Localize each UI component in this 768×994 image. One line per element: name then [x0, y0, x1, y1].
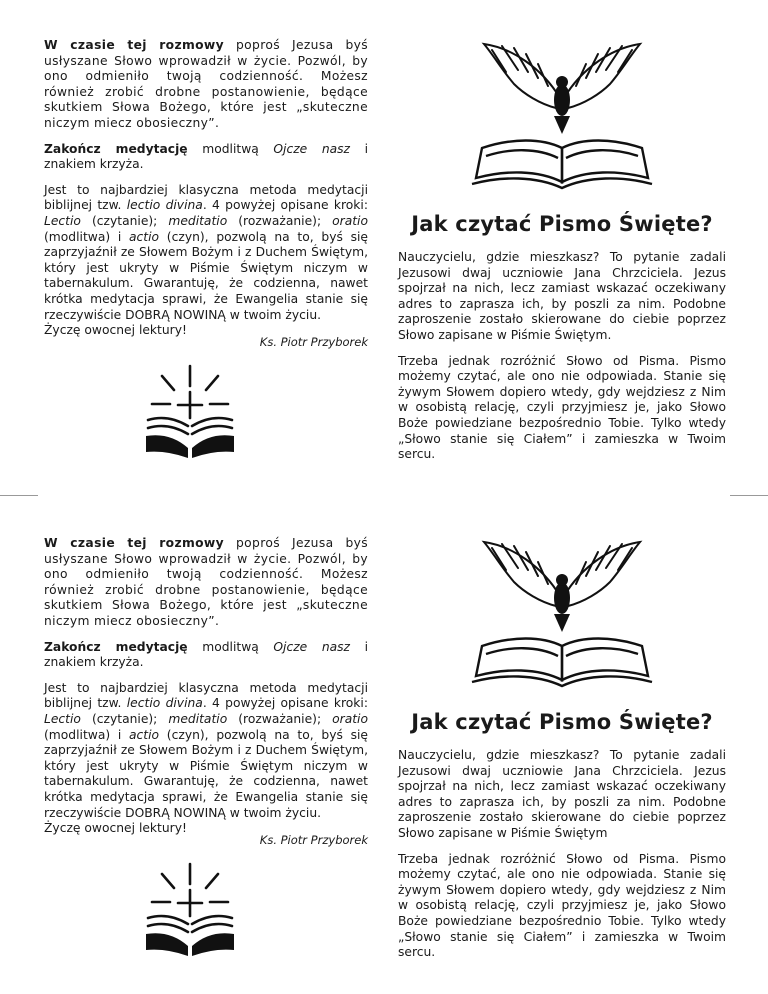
method-oratio: oratio: [332, 213, 368, 228]
method-meditatio: meditatio: [168, 213, 228, 228]
method-paragraph: [44, 183, 368, 323]
closing-italic: Ojcze nasz: [273, 141, 351, 156]
author-signature: Ks. Piotr Przyborek: [259, 334, 368, 349]
method-text-3: (czytanie);: [80, 711, 169, 726]
closing-italic: Ojcze nasz: [273, 639, 351, 654]
method-text-1: Jest to najbardziej klasyczna metoda medytacji biblijnej tzw.: [44, 680, 368, 711]
intro-text: poproś Jezusa byś usłyszane Słowo wprowadził w życie. Pozwól, by ono odmieniło twoją codzienność. Możesz również zrobić drobne postanowienie, będące skutkiem Słowa Bożego, które jest „skuteczne niczym miecz obosieczny”.: [44, 536, 368, 628]
method-text-6: (czyn), pozwolą na to, byś się zaprzyjaźnił ze Słowem Bożym i z Duchem Świętym, który jest ukryty w Piśmie Świętym niczym w tabernakulum. Gwarantuję, że codzienna, nawet krótka medytacja sprawi, że Ewangelia stanie się rzeczywiście DOBRĄ NOWINĄ w twoim życiu.: [44, 229, 368, 322]
closing-bold: Zakończ medytację: [44, 141, 188, 156]
intro-bold: W czasie tej rozmowy: [44, 38, 225, 52]
closing-paragraph: [44, 142, 368, 173]
cut-mark-right: [730, 495, 768, 496]
right-paragraph-1: Nauczycielu, gdzie mieszkasz? To pytanie zadali Jezusowi dwaj uczniowie Jana Chrzciciela. Jezus spojrzał na nich, lecz zamiast wskazać oczekiwany adres to zaprasza ich, by poszli za nim. Podobne zaproszenie zostało skierowane do ciebie poprzez Słowo zapisane w Piśmie Świętym.: [398, 250, 726, 342]
method-paragraph: [44, 681, 368, 821]
right-column: [398, 38, 726, 473]
right-column: [398, 536, 726, 971]
closing-end: i znakiem krzyża.: [44, 639, 369, 670]
method-text-6: (czyn), pozwolą na to, byś się zaprzyjaźnił ze Słowem Bożym i z Duchem Świętym, który jest ukryty w Piśmie Świętym niczym w tabernakulum. Gwarantuję, że codzienna, nawet krótka medytacja sprawi, że Ewangelia stanie się rzeczywiście DOBRĄ NOWINĄ w twoim życiu.: [44, 727, 368, 820]
author-signature: Ks. Piotr Przyborek: [259, 832, 368, 847]
wish-line: Życzę owocnej lektury!: [44, 821, 187, 836]
method-text-5: (modlitwa) i: [44, 229, 130, 244]
intro-text: poproś Jezusa byś usłyszane Słowo wprowadził w życie. Pozwól, by ono odmieniło twoją codzienność. Możesz również zrobić drobne postanowienie, będące skutkiem Słowa Bożego, które jest „skuteczne niczym miecz obosieczny”.: [44, 38, 368, 130]
right-paragraph-2: Trzeba jednak rozróżnić Słowo od Pisma. Pismo możemy czytać, ale ono nie odpowiada. Stanie się żywym Słowem dopiero wtedy, gdy wejdziesz z Nim w osobistą relację, czyli przyjmiesz je, jako Słowo Boże powiedziane bezpośrednio Tobie. Tylko wtedy „Słowo stanie się Ciałem” i zamieszka w Twoim sercu.: [398, 353, 726, 462]
intro-paragraph: [44, 38, 368, 132]
method-lectio: Lectio: [44, 711, 81, 726]
method-text-5: (modlitwa) i: [44, 727, 130, 742]
left-column: [44, 536, 368, 960]
method-lectio-divina: lectio divina: [126, 696, 203, 711]
leaflet-bottom: [0, 497, 768, 994]
cut-mark-left: [0, 495, 38, 496]
dove-bible-icon: [398, 536, 726, 696]
method-actio: actio: [129, 229, 160, 244]
method-lectio-divina: lectio divina: [126, 198, 203, 213]
page-title: Jak czytać Pismo Święte?: [411, 212, 713, 236]
hands-cross-icon: [140, 860, 240, 960]
method-text-3: (czytanie);: [80, 213, 169, 228]
dove-bible-icon: [398, 38, 726, 198]
closing-mid: modlitwą: [187, 639, 274, 654]
method-text-1: Jest to najbardziej klasyczna metoda medytacji biblijnej tzw.: [44, 182, 368, 213]
closing-paragraph: [44, 640, 368, 671]
closing-bold: Zakończ medytację: [44, 639, 188, 654]
intro-bold: W czasie tej rozmowy: [44, 536, 225, 550]
method-text-4: (rozważanie);: [227, 711, 333, 726]
page-title: Jak czytać Pismo Święte?: [411, 710, 713, 734]
closing-end: i znakiem krzyża.: [44, 141, 369, 172]
intro-paragraph: [44, 536, 368, 630]
method-oratio: oratio: [332, 711, 368, 726]
method-text-4: (rozważanie);: [227, 213, 333, 228]
method-lectio: Lectio: [44, 213, 81, 228]
left-column: [44, 38, 368, 462]
method-text-2: . 4 powyżej opisane kroki:: [202, 696, 368, 711]
method-actio: actio: [129, 727, 160, 742]
right-paragraph-2: Trzeba jednak rozróżnić Słowo od Pisma. Pismo możemy czytać, ale ono nie odpowiada. Stanie się żywym Słowem dopiero wtedy, gdy wejdziesz z Nim w osobistą relację, czyli przyjmiesz je, jako Słowo Boże powiedziane bezpośrednio Tobie. Tylko wtedy „Słowo stanie się Ciałem” i zamieszka w Twoim sercu.: [398, 851, 726, 960]
method-text-2: . 4 powyżej opisane kroki:: [202, 198, 368, 213]
hands-cross-icon: [140, 362, 240, 462]
closing-mid: modlitwą: [187, 141, 274, 156]
right-paragraph-1: Nauczycielu, gdzie mieszkasz? To pytanie zadali Jezusowi dwaj uczniowie Jana Chrzciciela. Jezus spojrzał na nich, lecz zamiast wskazać oczekiwany adres to zaprasza ich, by poszli za nim. Podobne zaproszenie zostało skierowane do ciebie poprzez Słowo zapisane w Piśmie Świętym: [398, 748, 726, 840]
wish-line: Życzę owocnej lektury!: [44, 323, 187, 338]
method-meditatio: meditatio: [168, 711, 228, 726]
